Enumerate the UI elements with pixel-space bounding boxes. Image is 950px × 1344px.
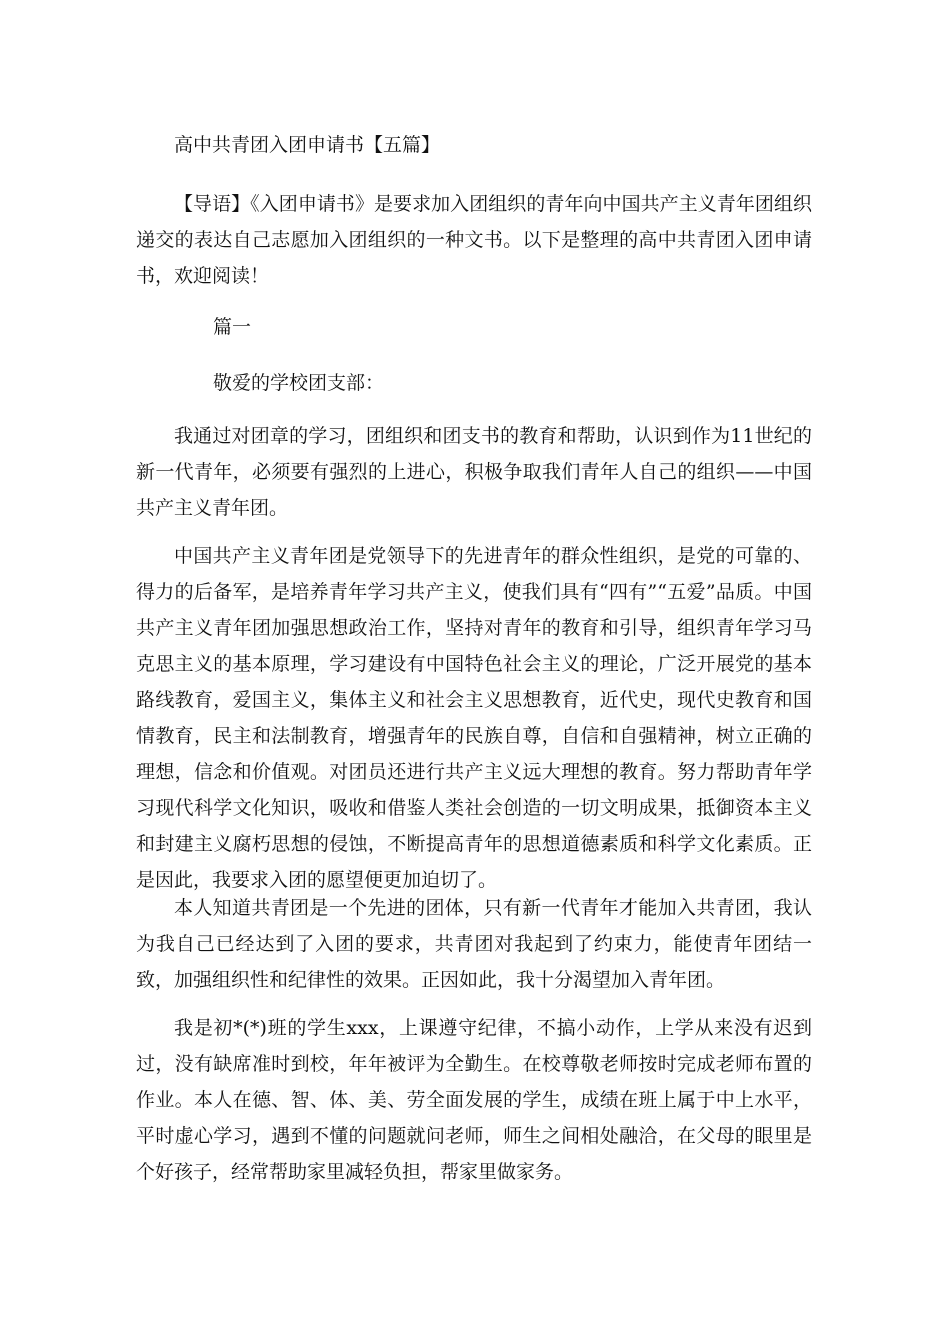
- intro-paragraph: 【导语】《入团申请书》是要求加入团组织的青年向中国共产主义青年团组织递交的表达自己志愿加入团组织的一种文书。以下是整理的高中共青团入团申请书，欢迎阅读！: [136, 193, 812, 287]
- document-title: 高中共青团入团申请书【五篇】: [174, 134, 441, 156]
- body-paragraph-3: 本人知道共青团是一个先进的团体，只有新一代青年才能加入共青团，我认为我自己已经达到了入团的要求，共青团对我起到了约束力，能使青年团结一致，加强组织性和纪律性的效果。正因如此，我十分渴望加入青年团。: [136, 897, 812, 991]
- section-heading: 篇一: [213, 316, 252, 338]
- body-paragraph-2: 中国共产主义青年团是党领导下的先进青年的群众性组织，是党的可靠的、得力的后备军，是培养青年学习共产主义，使我们具有“四有”“五爱”品质。中国共产主义青年团加强思想政治工作，坚持对青年的教育和引导，组织青年学习马克思主义的基本原理，学习建设有中国特色社会主义的理论，广泛开展党的基本路线教育，爱国主义，集体主义和社会主义思想教育，近代史，现代史教育和国情教育，民主和法制教育，增强青年的民族自尊，自信和自强精神，树立正确的理想，信念和价值观。对团员还进行共产主义远大理想的教育。努力帮助青年学习现代科学文化知识，吸收和借鉴人类社会创造的一切文明成果，抵御资本主义和封建主义腐朽思想的侵蚀，不断提高青年的思想道德素质和科学文化素质。正是因此，我要求入团的愿望便更加迫切了。: [136, 545, 812, 891]
- salutation: 敬爱的学校团支部：: [213, 372, 385, 394]
- body-paragraph-1: 我通过对团章的学习，团组织和团支书的教育和帮助，认识到作为11世纪的新一代青年，必须要有强烈的上进心，积极争取我们青年人自己的组织——中国共产主义青年团。: [136, 425, 812, 519]
- body-paragraph-4: 我是初*(*)班的学生xxx，上课遵守纪律，不搞小动作，上学从来没有迟到过，没有缺席准时到校，年年被评为全勤生。在校尊敬老师按时完成老师布置的作业。本人在德、智、体、美、劳全面发展的学生，成绩在班上属于中上水平，平时虚心学习，遇到不懂的问题就问老师，师生之间相处融洽，在父母的眼里是个好孩子，经常帮助家里减轻负担，帮家里做家务。: [136, 1017, 812, 1183]
